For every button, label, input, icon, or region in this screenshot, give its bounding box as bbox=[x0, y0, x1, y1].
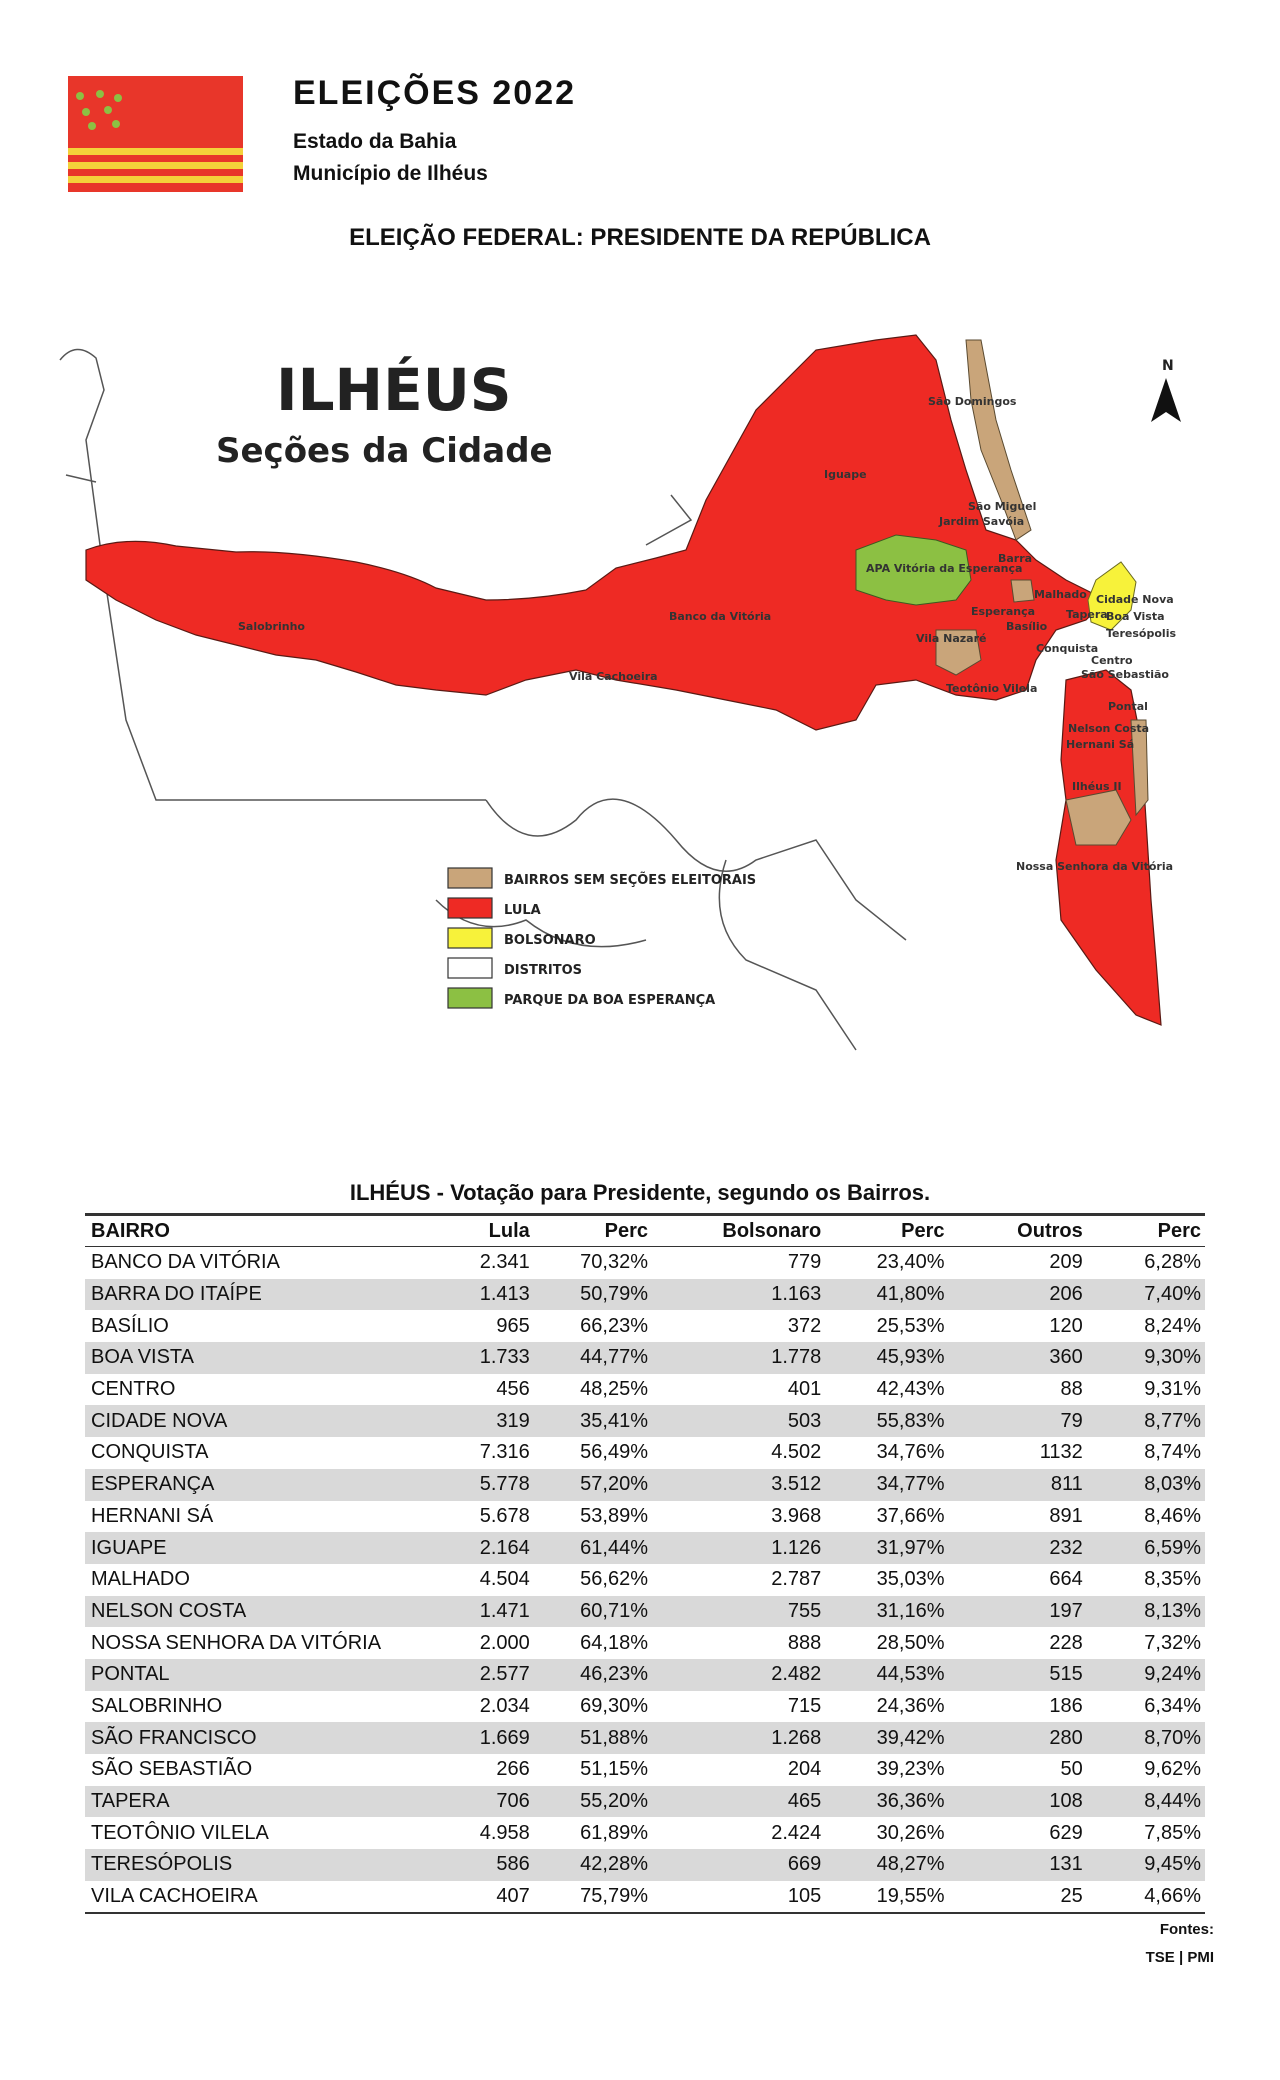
label-basilio: Basílio bbox=[1006, 620, 1048, 633]
cell-outros: 1132 bbox=[1039, 1441, 1083, 1464]
cell-bairro: MALHADO bbox=[91, 1568, 190, 1591]
cell-outros: 197 bbox=[949, 1596, 1087, 1628]
legend-swatch-bolsonaro bbox=[448, 928, 492, 948]
map-subtitle: Seções da Cidade bbox=[216, 431, 553, 471]
cell-outros: 811 bbox=[949, 1469, 1087, 1501]
cell-bolsonaro-perc: 28,50% bbox=[876, 1631, 945, 1654]
sources-label: Fontes: bbox=[1159, 1921, 1214, 1938]
cell-bolsonaro: 3.512 bbox=[652, 1469, 825, 1501]
sources bbox=[1146, 1916, 1214, 1972]
votes-table-body bbox=[85, 1247, 1205, 1914]
cell-lula: 5.678 bbox=[479, 1504, 530, 1527]
cell-lula: 456 bbox=[496, 1378, 530, 1401]
cell-bolsonaro: 105 bbox=[652, 1881, 825, 1914]
cell-lula-perc: 44,77% bbox=[534, 1342, 652, 1374]
cell-outros-perc: 6,28% bbox=[1144, 1251, 1201, 1274]
cell-outros: 360 bbox=[949, 1342, 1087, 1374]
legend-swatch-parque bbox=[448, 988, 492, 1008]
page-title: ELEIÇÕES 2022 bbox=[293, 74, 577, 112]
label-boa-vista: Boa Vista bbox=[1106, 610, 1165, 623]
label-sao-miguel: São Miguel bbox=[968, 500, 1037, 513]
cell-outros-perc: 9,31% bbox=[1144, 1378, 1201, 1401]
municipality-name: Município de Ilhéus bbox=[293, 162, 488, 185]
cell-lula-perc: 51,15% bbox=[580, 1758, 648, 1781]
table-row bbox=[85, 1691, 1205, 1723]
cell-bairro: TEOTÔNIO VILELA bbox=[91, 1821, 269, 1844]
cell-outros-perc: 7,40% bbox=[1087, 1279, 1205, 1311]
table-row bbox=[85, 1247, 1205, 1279]
cell-lula: 4.958 bbox=[479, 1821, 530, 1844]
cell-lula-perc: 56,62% bbox=[580, 1568, 648, 1591]
label-ilheus-ii: Ilhéus II bbox=[1072, 780, 1122, 793]
cell-lula-perc: 61,89% bbox=[580, 1821, 648, 1844]
cell-lula: 1.733 bbox=[416, 1342, 534, 1374]
cell-lula: 706 bbox=[416, 1786, 534, 1818]
cell-lula: 2.034 bbox=[479, 1694, 530, 1717]
cell-outros-perc: 8,13% bbox=[1087, 1596, 1205, 1628]
legend-label-lula: LULA bbox=[504, 903, 541, 918]
col-bairro: BAIRRO bbox=[85, 1215, 416, 1247]
cell-bairro: TERESÓPOLIS bbox=[85, 1849, 416, 1881]
cell-lula: 7.316 bbox=[479, 1441, 530, 1464]
cell-outros-perc: 8,74% bbox=[1144, 1441, 1201, 1464]
cell-bolsonaro-perc: 55,83% bbox=[825, 1405, 948, 1437]
cell-lula: 4.504 bbox=[479, 1568, 530, 1591]
cell-bolsonaro-perc: 48,27% bbox=[825, 1849, 948, 1881]
table-row bbox=[85, 1881, 1205, 1914]
cell-outros-perc: 9,30% bbox=[1087, 1342, 1205, 1374]
cell-bairro: SÃO SEBASTIÃO bbox=[91, 1758, 253, 1781]
cell-bolsonaro-perc: 31,97% bbox=[825, 1532, 948, 1564]
cell-bolsonaro: 465 bbox=[652, 1786, 825, 1818]
cell-bolsonaro: 2.482 bbox=[652, 1659, 825, 1691]
cell-bairro: ESPERANÇA bbox=[85, 1469, 416, 1501]
cell-outros-perc: 8,44% bbox=[1087, 1786, 1205, 1818]
cell-bairro: BASÍLIO bbox=[91, 1314, 169, 1337]
cell-bolsonaro-perc: 39,42% bbox=[825, 1722, 948, 1754]
table-title: ILHÉUS - Votação para Presidente, segundo os Bairros. bbox=[349, 1180, 931, 1205]
cell-bolsonaro: 779 bbox=[787, 1251, 822, 1274]
cell-outros-perc: 8,35% bbox=[1144, 1568, 1201, 1591]
cell-bolsonaro-perc: 31,16% bbox=[825, 1596, 948, 1628]
cell-lula-perc: 55,20% bbox=[534, 1786, 652, 1818]
cell-bairro: SALOBRINHO bbox=[91, 1694, 223, 1717]
label-tapera: Tapera bbox=[1066, 608, 1108, 621]
cell-lula: 2.577 bbox=[416, 1659, 534, 1691]
bahia-flag-logo bbox=[68, 76, 243, 192]
sources-value: TSE | PMI bbox=[1145, 1949, 1214, 1966]
cell-outros-perc: 8,70% bbox=[1087, 1722, 1205, 1754]
votes-table bbox=[85, 1213, 1205, 1914]
cell-lula: 2.164 bbox=[416, 1532, 534, 1564]
table-header-row bbox=[85, 1215, 1205, 1247]
cell-bairro: PONTAL bbox=[85, 1659, 416, 1691]
cell-lula-perc: 42,28% bbox=[534, 1849, 652, 1881]
col-lula-perc: Perc bbox=[534, 1215, 652, 1247]
city-sections-map bbox=[56, 300, 1226, 1060]
cell-outros: 629 bbox=[1049, 1821, 1083, 1844]
table-row bbox=[85, 1342, 1205, 1374]
cell-bolsonaro: 204 bbox=[787, 1758, 822, 1781]
label-vila-nazare: Vila Nazaré bbox=[916, 632, 987, 645]
cell-bolsonaro-perc: 41,80% bbox=[825, 1279, 948, 1311]
cell-lula: 965 bbox=[496, 1314, 530, 1337]
table-row bbox=[85, 1659, 1205, 1691]
table-row bbox=[85, 1405, 1205, 1437]
cell-outros-perc: 4,66% bbox=[1087, 1881, 1205, 1914]
cell-outros: 25 bbox=[949, 1881, 1087, 1914]
cell-bairro: BOA VISTA bbox=[85, 1342, 416, 1374]
cell-outros: 120 bbox=[1049, 1314, 1083, 1337]
cell-bolsonaro-perc: 34,76% bbox=[876, 1441, 945, 1464]
cell-bolsonaro-perc: 36,36% bbox=[825, 1786, 948, 1818]
legend-swatch-distritos bbox=[448, 958, 492, 978]
cell-bairro: SÃO FRANCISCO bbox=[85, 1722, 416, 1754]
north-arrow-icon bbox=[1151, 378, 1181, 422]
north-label: N bbox=[1162, 358, 1174, 374]
cell-bairro: NELSON COSTA bbox=[85, 1596, 416, 1628]
cell-lula-perc: 66,23% bbox=[580, 1314, 648, 1337]
table-row bbox=[85, 1310, 1205, 1342]
label-jardim-savoia: Jardim Savóia bbox=[939, 515, 1025, 528]
cell-lula: 266 bbox=[496, 1758, 530, 1781]
cell-bolsonaro: 1.268 bbox=[652, 1722, 825, 1754]
cell-bairro: TAPERA bbox=[85, 1786, 416, 1818]
cell-bolsonaro: 4.502 bbox=[771, 1441, 822, 1464]
cell-bolsonaro: 1.778 bbox=[652, 1342, 825, 1374]
cell-lula-perc: 53,89% bbox=[580, 1504, 648, 1527]
col-bolsonaro: Bolsonaro bbox=[652, 1215, 825, 1247]
label-teotonio-vilela: Teotônio Vilela bbox=[946, 682, 1038, 695]
cell-lula: 1.471 bbox=[416, 1596, 534, 1628]
cell-lula-perc: 75,79% bbox=[534, 1881, 652, 1914]
cell-outros-perc: 8,24% bbox=[1144, 1314, 1201, 1337]
cell-outros: 131 bbox=[949, 1849, 1087, 1881]
cell-bolsonaro-perc: 23,40% bbox=[876, 1251, 945, 1274]
table-row bbox=[85, 1722, 1205, 1754]
cell-outros-perc: 9,24% bbox=[1087, 1659, 1205, 1691]
cell-lula-perc: 60,71% bbox=[534, 1596, 652, 1628]
cell-bolsonaro-perc: 39,23% bbox=[876, 1758, 945, 1781]
cell-lula: 2.341 bbox=[479, 1251, 530, 1274]
label-teresopolis: Teresópolis bbox=[1106, 627, 1177, 640]
map-legend bbox=[448, 868, 756, 1008]
cell-lula: 2.000 bbox=[479, 1631, 530, 1654]
cell-outros: 79 bbox=[949, 1405, 1087, 1437]
cell-lula-perc: 48,25% bbox=[580, 1378, 648, 1401]
label-esperanca: Esperança bbox=[971, 605, 1036, 618]
cell-bolsonaro: 888 bbox=[787, 1631, 822, 1654]
cell-outros: 209 bbox=[1049, 1251, 1083, 1274]
cell-outros-perc: 8,46% bbox=[1144, 1504, 1201, 1527]
label-iguape: Iguape bbox=[824, 468, 867, 481]
cell-bolsonaro-perc: 30,26% bbox=[876, 1821, 945, 1844]
cell-bolsonaro-perc: 45,93% bbox=[825, 1342, 948, 1374]
table-row bbox=[85, 1596, 1205, 1628]
cell-bolsonaro: 1.126 bbox=[652, 1532, 825, 1564]
cell-outros-perc: 6,34% bbox=[1144, 1694, 1201, 1717]
cell-lula: 1.413 bbox=[416, 1279, 534, 1311]
cell-lula: 586 bbox=[416, 1849, 534, 1881]
cell-outros: 280 bbox=[949, 1722, 1087, 1754]
legend-swatch-sem-secoes bbox=[448, 868, 492, 888]
cell-lula-perc: 69,30% bbox=[580, 1694, 648, 1717]
col-lula: Lula bbox=[416, 1215, 534, 1247]
label-conquista: Conquista bbox=[1036, 642, 1099, 655]
cell-bolsonaro-perc: 35,03% bbox=[876, 1568, 945, 1591]
table-row bbox=[85, 1279, 1205, 1311]
cell-outros: 515 bbox=[949, 1659, 1087, 1691]
cell-outros-perc: 6,59% bbox=[1087, 1532, 1205, 1564]
label-nossa-senhora-da-vitoria: Nossa Senhora da Vitória bbox=[1016, 860, 1174, 873]
cell-bolsonaro: 755 bbox=[652, 1596, 825, 1628]
label-malhado: Malhado bbox=[1034, 588, 1087, 601]
cell-outros-perc: 7,85% bbox=[1144, 1821, 1201, 1844]
col-outros: Outros bbox=[949, 1215, 1087, 1247]
table-row bbox=[85, 1849, 1205, 1881]
election-heading: ELEIÇÃO FEDERAL: PRESIDENTE DA REPÚBLICA bbox=[349, 224, 931, 251]
table-row bbox=[85, 1374, 1205, 1406]
cell-bairro: IGUAPE bbox=[85, 1532, 416, 1564]
cell-bairro: VILA CACHOEIRA bbox=[85, 1881, 416, 1914]
table-row bbox=[85, 1786, 1205, 1818]
label-banco-da-vitoria: Banco da Vitória bbox=[669, 610, 772, 623]
cell-bairro: BANCO DA VITÓRIA bbox=[91, 1251, 280, 1274]
cell-bolsonaro-perc: 19,55% bbox=[825, 1881, 948, 1914]
cell-outros: 891 bbox=[1049, 1504, 1083, 1527]
label-vila-cachoeira: Vila Cachoeira bbox=[569, 670, 658, 683]
cell-lula: 319 bbox=[416, 1405, 534, 1437]
cell-bolsonaro-perc: 24,36% bbox=[876, 1694, 945, 1717]
label-nelson-costa: Nelson Costa bbox=[1068, 722, 1150, 735]
cell-outros-perc: 8,03% bbox=[1087, 1469, 1205, 1501]
cell-lula-perc: 35,41% bbox=[534, 1405, 652, 1437]
col-bolsonaro-perc: Perc bbox=[825, 1215, 948, 1247]
cell-bolsonaro: 2.787 bbox=[771, 1568, 822, 1591]
table-row bbox=[85, 1469, 1205, 1501]
cell-lula-perc: 51,88% bbox=[534, 1722, 652, 1754]
cell-outros: 186 bbox=[1049, 1694, 1083, 1717]
cell-bolsonaro-perc: 37,66% bbox=[876, 1504, 945, 1527]
cell-bolsonaro-perc: 25,53% bbox=[876, 1314, 945, 1337]
table-row bbox=[85, 1817, 1205, 1849]
label-sao-domingos: São Domingos bbox=[928, 395, 1017, 408]
cell-bolsonaro: 503 bbox=[652, 1405, 825, 1437]
cell-outros-perc: 8,77% bbox=[1087, 1405, 1205, 1437]
cell-outros-perc: 9,45% bbox=[1087, 1849, 1205, 1881]
cell-bairro: BARRA DO ITAÍPE bbox=[85, 1279, 416, 1311]
cell-bairro: CONQUISTA bbox=[91, 1441, 209, 1464]
cell-outros: 206 bbox=[949, 1279, 1087, 1311]
cell-outros: 232 bbox=[949, 1532, 1087, 1564]
cell-lula: 5.778 bbox=[416, 1469, 534, 1501]
cell-lula-perc: 57,20% bbox=[534, 1469, 652, 1501]
label-salobrinho: Salobrinho bbox=[238, 620, 305, 633]
cell-bolsonaro: 372 bbox=[787, 1314, 822, 1337]
beige-basilio bbox=[1011, 580, 1034, 602]
cell-lula-perc: 50,79% bbox=[534, 1279, 652, 1311]
table-row bbox=[85, 1437, 1205, 1469]
parque-label: APA Vitória da Esperança bbox=[866, 562, 1023, 575]
legend-swatch-lula bbox=[448, 898, 492, 918]
label-barra: Barra bbox=[998, 552, 1033, 565]
cell-bolsonaro: 1.163 bbox=[652, 1279, 825, 1311]
label-cidade-nova: Cidade Nova bbox=[1096, 593, 1174, 606]
table-row bbox=[85, 1564, 1205, 1596]
cell-bairro: NOSSA SENHORA DA VITÓRIA bbox=[91, 1631, 382, 1654]
cell-bolsonaro: 3.968 bbox=[771, 1504, 822, 1527]
table-row bbox=[85, 1754, 1205, 1786]
cell-outros-perc: 9,62% bbox=[1144, 1758, 1201, 1781]
legend-label-parque: PARQUE DA BOA ESPERANÇA bbox=[504, 993, 716, 1008]
legend-label-distritos: DISTRITOS bbox=[504, 963, 582, 978]
table-row bbox=[85, 1501, 1205, 1533]
label-centro: Centro bbox=[1091, 654, 1133, 667]
label-hernani-sa: Hernani Sá bbox=[1066, 738, 1135, 751]
cell-bolsonaro-perc: 42,43% bbox=[876, 1378, 945, 1401]
cell-bairro: HERNANI SÁ bbox=[91, 1504, 214, 1527]
cell-bairro: CENTRO bbox=[91, 1378, 176, 1401]
cell-lula-perc: 61,44% bbox=[534, 1532, 652, 1564]
cell-outros: 88 bbox=[1060, 1378, 1083, 1401]
cell-bolsonaro: 2.424 bbox=[771, 1821, 822, 1844]
cell-outros-perc: 7,32% bbox=[1144, 1631, 1201, 1654]
cell-lula: 407 bbox=[416, 1881, 534, 1914]
cell-bairro: CIDADE NOVA bbox=[85, 1405, 416, 1437]
table-row bbox=[85, 1532, 1205, 1564]
label-pontal: Pontal bbox=[1108, 700, 1148, 713]
cell-lula-perc: 64,18% bbox=[580, 1631, 648, 1654]
cell-outros: 108 bbox=[949, 1786, 1087, 1818]
col-outros-perc: Perc bbox=[1087, 1215, 1205, 1247]
state-name: Estado da Bahia bbox=[293, 130, 457, 153]
cell-outros: 228 bbox=[1049, 1631, 1083, 1654]
cell-bolsonaro: 715 bbox=[787, 1694, 822, 1717]
cell-lula-perc: 46,23% bbox=[534, 1659, 652, 1691]
cell-lula-perc: 56,49% bbox=[580, 1441, 648, 1464]
cell-lula-perc: 70,32% bbox=[580, 1251, 648, 1274]
cell-bolsonaro-perc: 44,53% bbox=[825, 1659, 948, 1691]
label-sao-sebastiao: São Sebastião bbox=[1081, 668, 1169, 681]
legend-label-sem-secoes: BAIRROS SEM SEÇÕES ELEITORAIS bbox=[504, 873, 757, 888]
cell-bolsonaro: 669 bbox=[652, 1849, 825, 1881]
cell-outros: 50 bbox=[1060, 1758, 1083, 1781]
table-row bbox=[85, 1627, 1205, 1659]
legend-label-bolsonaro: BOLSONARO bbox=[504, 933, 596, 948]
cell-lula: 1.669 bbox=[416, 1722, 534, 1754]
cell-bolsonaro: 401 bbox=[787, 1378, 822, 1401]
map-title: ILHÉUS bbox=[276, 356, 512, 424]
cell-outros: 664 bbox=[1049, 1568, 1083, 1591]
cell-bolsonaro-perc: 34,77% bbox=[825, 1469, 948, 1501]
